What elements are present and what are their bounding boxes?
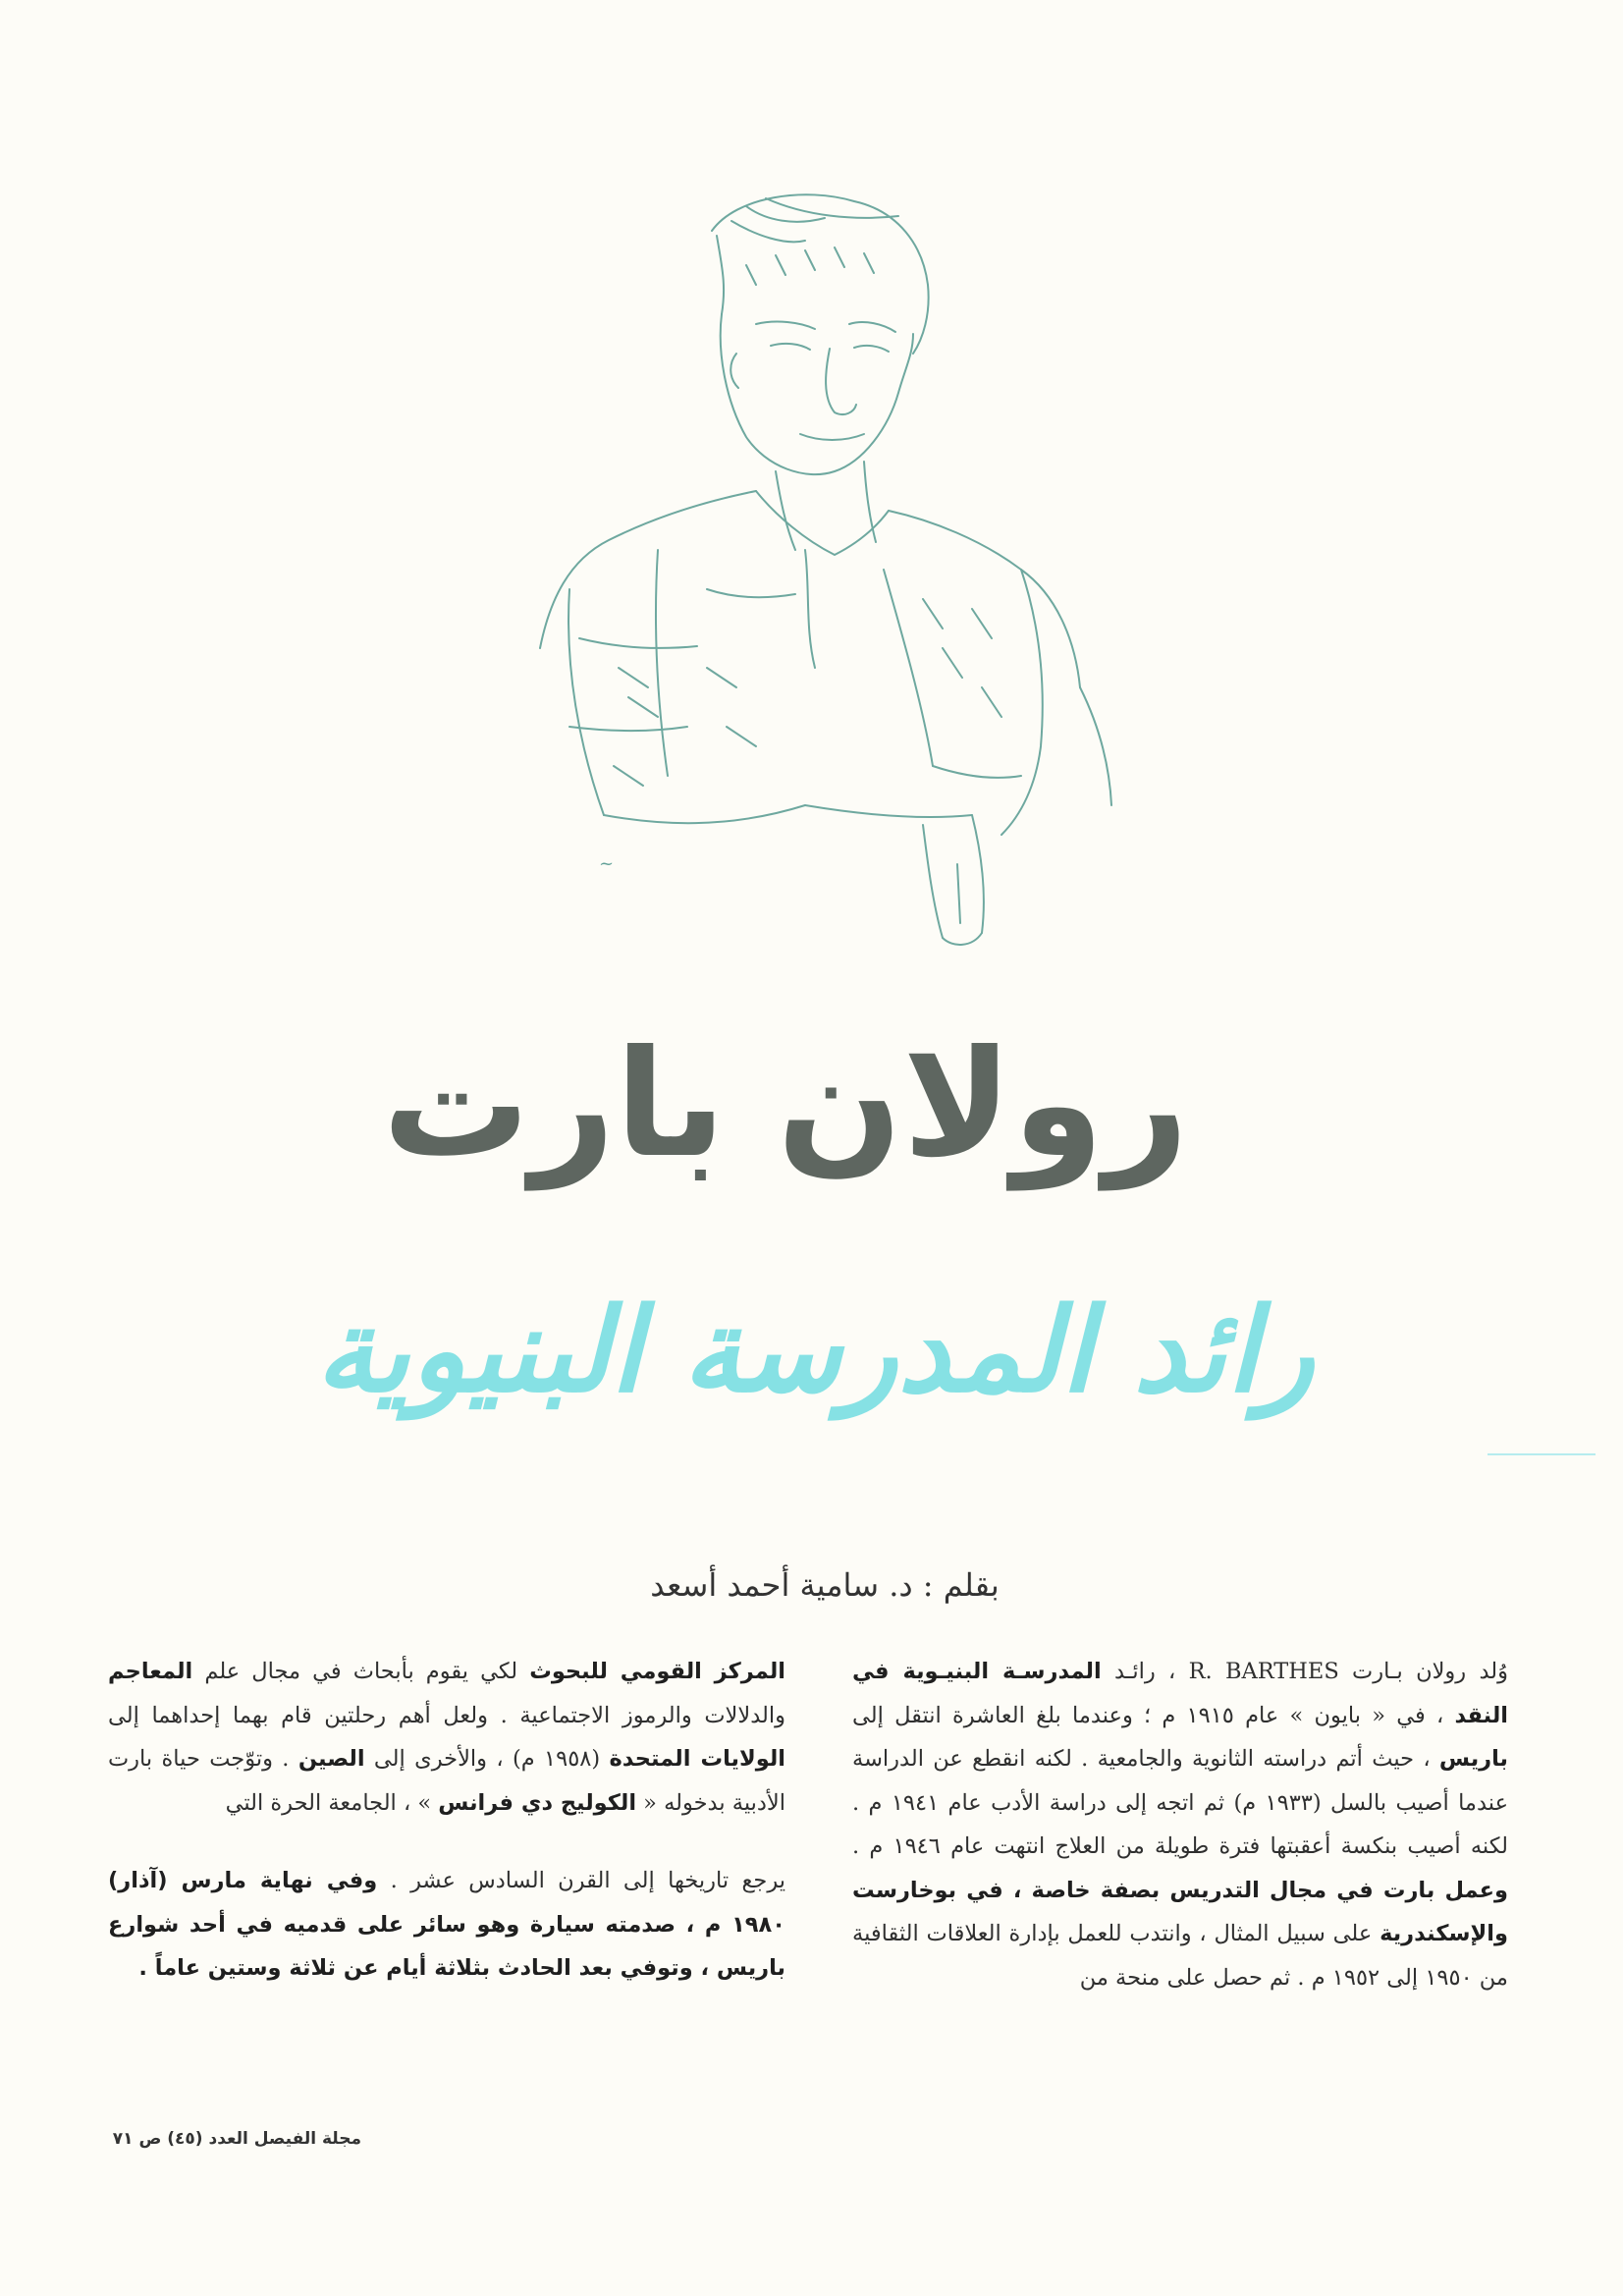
article-subtitle: رائد المدرسة البنيوية xyxy=(315,1282,1315,1418)
paragraph: يرجع تاريخها إلى القرن السادس عشر . وفي نهاية مارس (آذار) ١٩٨٠ م ، صدمته سيارة وهو سائر على قدميه في أحد شوارع باريس ، وتوفي بعد الحادث بثلاثة أيام عن ثلاثة وستين عاماً . xyxy=(108,1868,785,1981)
author-byline: بقلم : د. سامية أحمد أسعد xyxy=(650,1566,1000,1604)
subtitle-rule xyxy=(1488,1453,1596,1455)
page-footer: مجلة الفيصل العدد (٤٥) ص ٧١ xyxy=(112,2129,361,2149)
text-column-right xyxy=(852,1650,1508,1999)
article-title: رولان بارت xyxy=(382,1019,1189,1190)
paragraph: المركز القومي للبحوث لكي يقوم بأبحاث في مجال علم المعاجم والدلالات والرموز الاجتماعية . ولعل أهم رحلتين قام بهما إحداهما إلى الولايات المتحدة (١٩٥٨ م) ، والأخرى إلى الصين . وتوّجت حياة بارت الأدبية بدخوله « الكوليج دي فرانس » ، الجامعة الحرة التي xyxy=(108,1659,785,1816)
paragraph: وُلد رولان بـارت R. BARTHES ، رائـد المدرسـة البنيـوية في النقد ، في « بايون » عام ١٩١٥ م ؛ وعندما بلغ العاشرة انتقل إلى باريس ، حيث أتم دراسته الثانوية والجامعية . لكنه انقطع عن الدراسة عندما أصيب بالسل (١٩٣٣ م) ثم اتجه إلى دراسة الأدب عام ١٩٤١ م . لكنه أصيب بنكسة أعقبتها فترة طويلة من العلاج انتهت عام ١٩٤٦ م . وعمل بارت في مجال التدريس بصفة خاصة ، في بوخارست والإسكندرية على سبيل المثال ، وانتدب للعمل بإدارة العلاقات الثقافية من ١٩٥٠ إلى ١٩٥٢ م . ثم حصل على منحة من xyxy=(852,1659,1509,1991)
portrait-sketch xyxy=(511,177,1119,953)
artist-signature: ~ xyxy=(599,853,615,874)
text-column-left xyxy=(108,1650,785,1991)
